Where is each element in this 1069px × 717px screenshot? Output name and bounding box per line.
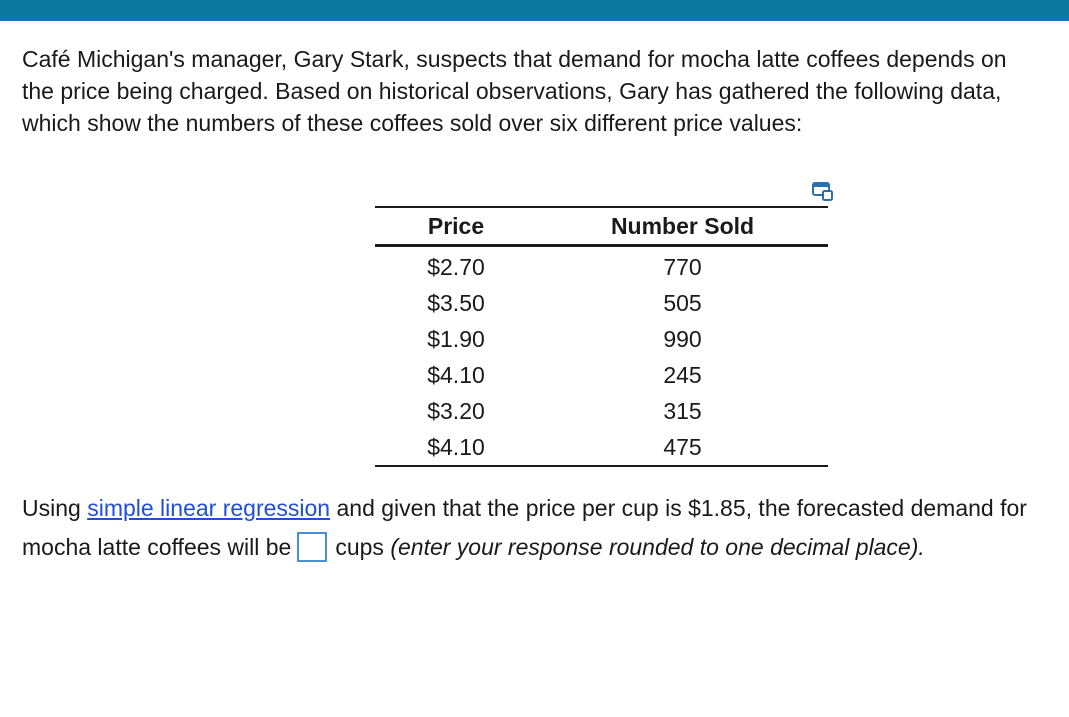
prompt-after-box: cups [335,534,391,560]
table-row [375,357,828,393]
question-text: Café Michigan's manager, Gary Stark, suspects that demand for mocha latte coffees depends on the price being charged. Based on historical observations, Gary has gathered the following data, which show the numbers of these coffees sold over six different price values: [22,46,1007,136]
price-cell: $3.50 [427,289,485,316]
number-sold-cell: 315 [663,397,702,424]
number-sold-cell: 990 [663,325,702,352]
table-row [375,321,828,357]
number-sold-cell: 245 [663,361,702,388]
number-sold-cell: 770 [663,253,702,280]
prompt-mid: and given that the price per cup is $1.85, the forecasted demand for mocha latte coffees will be [22,495,1027,560]
number-sold-cell: 505 [663,289,702,316]
simple-linear-regression-link[interactable]: simple linear regression [87,495,331,521]
header-number-sold: Number Sold [537,207,828,246]
table-row [375,393,828,429]
price-cell: $2.70 [427,253,485,280]
number-sold-cell: 475 [537,429,828,466]
table-row [375,246,828,286]
price-cell: $4.10 [375,429,537,466]
table-header-row [375,207,828,246]
price-cell: $3.20 [427,397,485,424]
header-price: Price [375,207,537,246]
copy-table-icon[interactable] [811,180,835,202]
answer-prompt [22,489,1052,567]
price-cell: $4.10 [427,361,485,388]
price-cell: $1.90 [427,325,485,352]
answer-input[interactable] [297,532,327,562]
prompt-lead: Using [22,495,88,521]
table-row [375,429,828,466]
prompt-instruction: (enter your response rounded to one decimal place). [390,534,925,560]
table-row [375,285,828,321]
header-bar [0,0,1069,21]
data-table [375,206,828,467]
